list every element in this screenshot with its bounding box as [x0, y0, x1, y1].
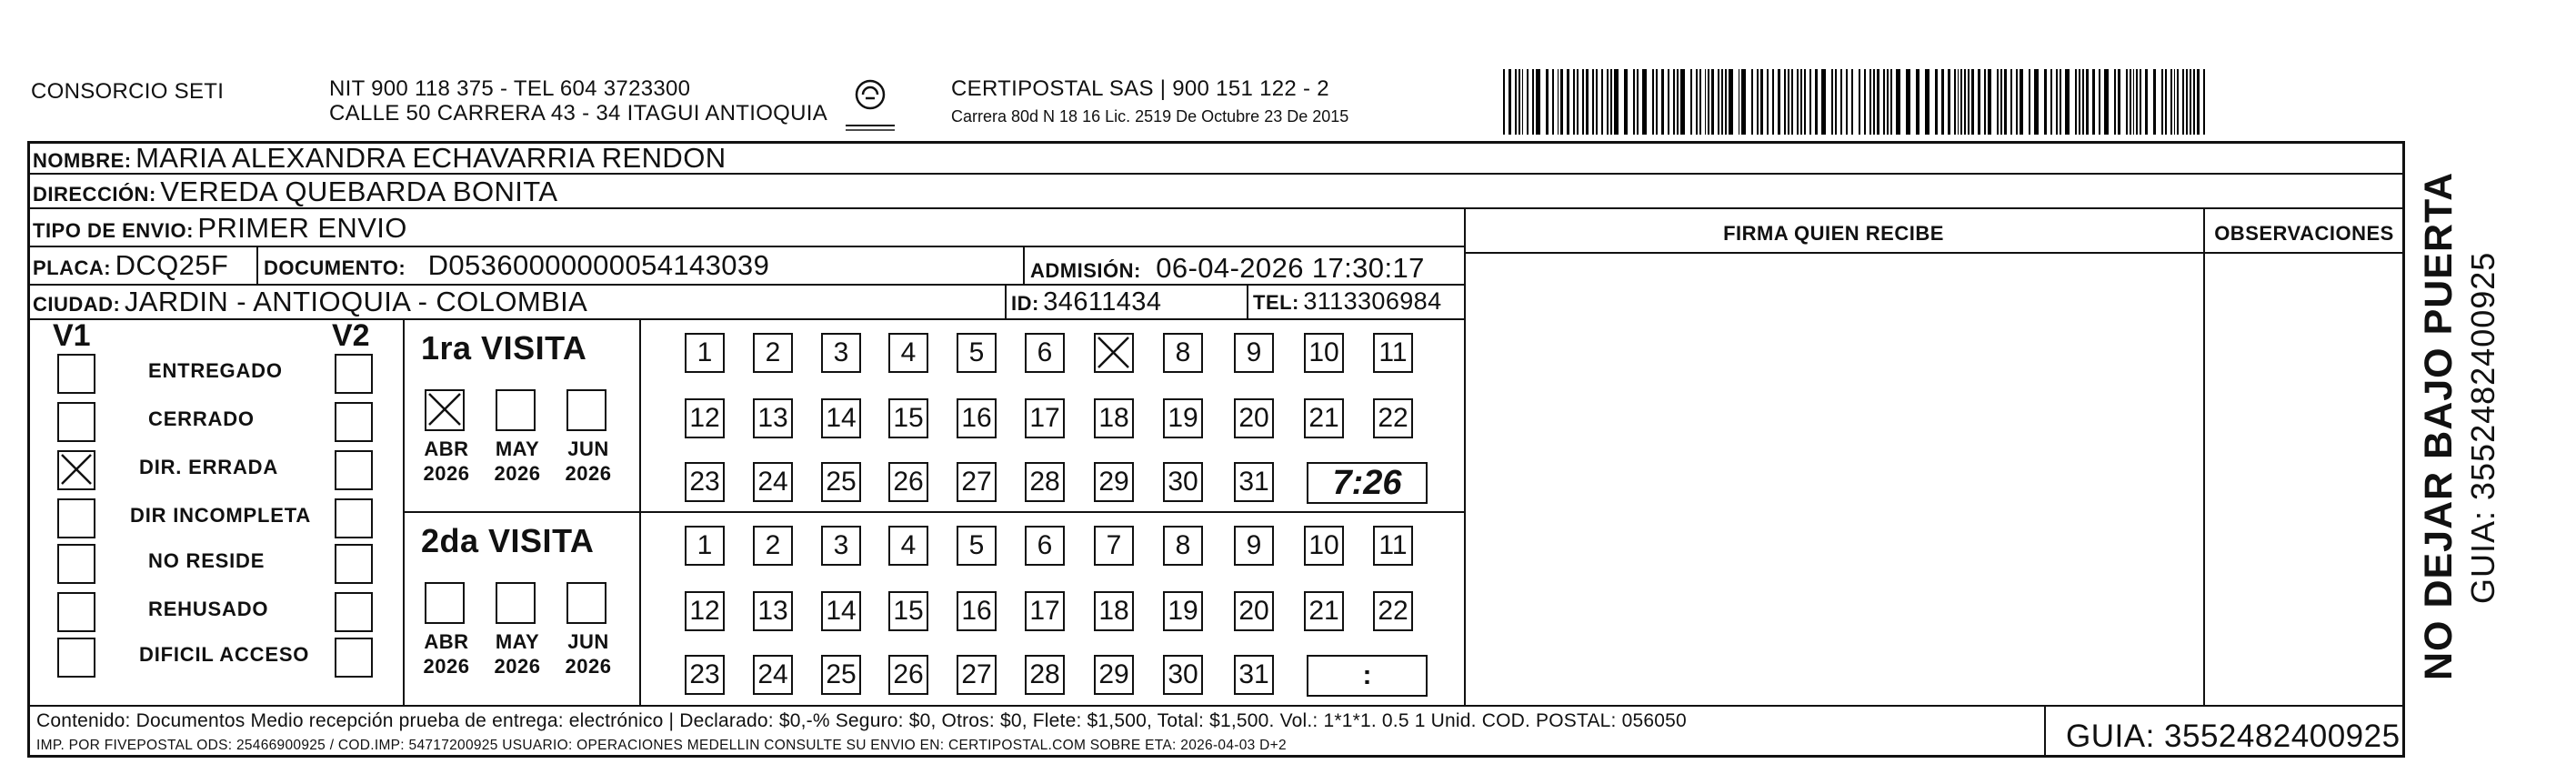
barcode-bar [1721, 69, 1723, 135]
month-label: MAY 2026 [494, 630, 541, 678]
barcode-bar [2145, 69, 2148, 135]
barcode-bar [1906, 69, 1910, 135]
barcode-bar [1916, 69, 1920, 135]
barcode-bar [2140, 69, 2141, 135]
day-box[interactable]: 9 [1234, 526, 1274, 566]
status-label: DIR INCOMPLETA [130, 504, 312, 527]
barcode-bar [1532, 69, 1534, 135]
company-name: CONSORCIO SETI [31, 79, 225, 104]
barcode-bar [1958, 69, 1960, 135]
tipo-envio-label: TIPO DE ENVIO: [33, 219, 194, 242]
day-box[interactable]: 4 [888, 526, 928, 566]
v2-checkbox[interactable] [335, 544, 373, 584]
barcode-bar [2182, 69, 2184, 135]
day-box[interactable]: 10 [1304, 526, 1344, 566]
barcode-bar [1725, 69, 1727, 135]
barcode-bar [1964, 69, 1966, 135]
observaciones-header: OBSERVACIONES [2214, 222, 2394, 245]
barcode-bar [1661, 69, 1664, 135]
day-box[interactable]: 20 [1234, 591, 1274, 631]
barcode-bar [1815, 69, 1818, 135]
barcode-bar [1831, 69, 1833, 135]
day-box[interactable]: 13 [753, 591, 793, 631]
admision-field [1030, 252, 1425, 285]
barcode-bar [1560, 69, 1563, 135]
barcode-bar [1573, 69, 1575, 135]
month-checkbox[interactable] [496, 389, 536, 431]
barcode-bar [2060, 69, 2062, 135]
day-box[interactable]: 27 [957, 655, 997, 695]
nombre-row [33, 142, 727, 175]
barcode [1503, 69, 2206, 135]
barcode-bar [1652, 69, 1654, 135]
barcode-bar [1656, 69, 1658, 135]
barcode-bar [1767, 69, 1769, 135]
day-box[interactable]: 16 [957, 591, 997, 631]
barcode-bar [1809, 69, 1812, 135]
month-checkbox[interactable] [425, 389, 465, 431]
barcode-bar [1751, 69, 1753, 135]
status-label: ENTREGADO [148, 359, 283, 382]
barcode-bar [2203, 69, 2205, 135]
day-box[interactable]: 10 [1304, 333, 1344, 373]
barcode-bar [1503, 69, 1505, 135]
ciudad-label: CIUDAD: [33, 293, 121, 316]
day-box[interactable]: 6 [1025, 333, 1065, 373]
month-checkbox[interactable] [566, 582, 606, 624]
placa-field [33, 249, 228, 282]
ciudad-field [33, 286, 587, 318]
barcode-bar [1718, 69, 1719, 135]
barcode-bar [1582, 69, 1584, 135]
day-box[interactable]: 11 [1373, 526, 1413, 566]
barcode-bar [1586, 69, 1589, 135]
status-label: CERRADO [148, 407, 255, 430]
barcode-bar [2086, 69, 2089, 135]
barcode-bar [2034, 69, 2039, 135]
documento-label: DOCUMENTO: [264, 256, 406, 279]
day-box[interactable]: 25 [821, 462, 861, 502]
barcode-bar [1804, 69, 1806, 135]
barcode-bar [2174, 69, 2176, 135]
documento-value: D05360000000054143039 [427, 249, 770, 281]
barcode-bar [1890, 69, 1893, 135]
barcode-bar [1633, 69, 1635, 135]
day-box[interactable]: 27 [957, 462, 997, 502]
barcode-bar [2186, 69, 2188, 135]
v2-checkbox[interactable] [335, 638, 373, 678]
barcode-bar [1941, 69, 1944, 135]
day-box[interactable]: 18 [1094, 398, 1134, 438]
barcode-bar [1705, 69, 1707, 135]
barcode-bar [2075, 69, 2077, 135]
barcode-bar [2092, 69, 2095, 135]
day-box[interactable]: 31 [1234, 462, 1274, 502]
certipostal-logo [838, 73, 902, 136]
day-box[interactable]: 30 [1163, 655, 1203, 695]
v1-checkbox[interactable] [57, 498, 95, 538]
day-box[interactable]: 18 [1094, 591, 1134, 631]
barcode-bar [2029, 69, 2030, 135]
day-box[interactable]: 8 [1163, 333, 1203, 373]
barcode-bar [1519, 69, 1520, 135]
barcode-bar [1558, 69, 1559, 135]
footer-print-line: IMP. POR FIVEPOSTAL ODS: 25466900925 / COD.IMP: 54717200925 USUARIO: OPERACIONES MEDELLIN CONSULTE SU ENVIO EN: CERTIPOSTAL.COM SOBRE ETA: 2026-04-03 D+2 [36, 738, 1287, 753]
barcode-bar [1596, 69, 1599, 135]
barcode-bar [1522, 69, 1524, 135]
v1-header: V1 [53, 318, 91, 353]
admision-value: 06-04-2026 17:30:17 [1156, 252, 1425, 284]
barcode-bar [1835, 69, 1837, 135]
day-box[interactable]: 5 [957, 526, 997, 566]
barcode-bar [1864, 69, 1866, 135]
barcode-bar [2126, 69, 2128, 135]
barcode-bar [2161, 69, 2163, 135]
day-box[interactable]: 8 [1163, 526, 1203, 566]
day-box[interactable]: 22 [1373, 398, 1413, 438]
barcode-bar [2082, 69, 2084, 135]
barcode-bar [1821, 69, 1826, 135]
barcode-bar [2197, 69, 2200, 135]
v1-checkbox[interactable] [57, 354, 95, 394]
barcode-bar [2065, 69, 2070, 135]
barcode-bar [1859, 69, 1860, 135]
day-box[interactable]: 14 [821, 398, 861, 438]
day-box[interactable]: 2 [753, 526, 793, 566]
tipo-envio-value: PRIMER ENVIO [197, 212, 407, 244]
day-box[interactable]: 23 [685, 655, 725, 695]
barcode-bar [1642, 69, 1647, 135]
barcode-bar [1968, 69, 1970, 135]
tel-label: TEL: [1253, 291, 1299, 314]
barcode-bar [2056, 69, 2058, 135]
barcode-bar [1791, 69, 1793, 135]
barcode-bar [1935, 69, 1938, 135]
day-box[interactable]: 5 [957, 333, 997, 373]
day-box[interactable]: 28 [1025, 462, 1065, 502]
barcode-bar [1784, 69, 1786, 135]
placa-value: DCQ25F [115, 249, 229, 281]
barcode-bar [1988, 69, 1992, 135]
barcode-bar [1509, 69, 1511, 135]
direccion-label: DIRECCIÓN: [33, 183, 156, 206]
barcode-bar [1515, 69, 1517, 135]
signature-area[interactable] [1466, 255, 2202, 704]
barcode-bar [1708, 69, 1709, 135]
barcode-bar [2136, 69, 2138, 135]
day-box[interactable]: 15 [888, 398, 928, 438]
day-box[interactable]: 17 [1025, 591, 1065, 631]
barcode-bar [2050, 69, 2052, 135]
day-box[interactable]: 12 [685, 398, 725, 438]
barcode-bar [2104, 69, 2109, 135]
v1-checkbox[interactable] [57, 544, 95, 584]
side-warning: NO DEJAR BAJO PUERTA [2417, 171, 2461, 680]
direccion-value: VEREDA QUEBARDA BONITA [160, 176, 558, 207]
day-box[interactable]: 19 [1163, 398, 1203, 438]
barcode-bar [1887, 69, 1889, 135]
status-label: DIR. ERRADA [139, 456, 279, 478]
day-box[interactable]: 12 [685, 591, 725, 631]
v2-checkbox[interactable] [335, 450, 373, 490]
nombre-label: NOMBRE: [33, 149, 132, 172]
v2-checkbox[interactable] [335, 402, 373, 442]
day-box[interactable]: 21 [1304, 591, 1344, 631]
barcode-bar [2079, 69, 2080, 135]
barcode-bar [1873, 69, 1875, 135]
v1-checkbox[interactable] [57, 592, 95, 632]
barcode-bar [1677, 69, 1679, 135]
barcode-bar [1552, 69, 1554, 135]
day-box[interactable]: 30 [1163, 462, 1203, 502]
day-box[interactable]: 25 [821, 655, 861, 695]
barcode-bar [1729, 69, 1733, 135]
day-box[interactable]: 19 [1163, 591, 1203, 631]
ciudad-value: JARDIN - ANTIOQUIA - COLOMBIA [124, 286, 588, 317]
footer-content-line: Contenido: Documentos Medio recepción prueba de entrega: electrónico | Declarado: $0,-% Seguro: $0, Otros: $0, Flete: $1,500, Total: $1,500. Vol.: 1*1*1. 0.5 1 Unid. COD. POSTAL: 056050 [36, 710, 1687, 731]
v2-checkbox[interactable] [335, 498, 373, 538]
status-label: NO RESIDE [148, 549, 266, 572]
placa-label: PLACA: [33, 256, 112, 279]
company-nit: NIT 900 118 375 - TEL 604 3723300 [329, 76, 691, 101]
day-box[interactable] [1094, 333, 1134, 373]
side-guia: GUIA: 3552482400925 [2464, 251, 2501, 604]
barcode-bar [2118, 69, 2120, 135]
barcode-bar [2004, 69, 2007, 135]
barcode-bar [2177, 69, 2179, 135]
footer-guia-number: GUIA: 3552482400925 [2066, 719, 2401, 754]
barcode-bar [2020, 69, 2024, 135]
barcode-bar [1546, 69, 1549, 135]
barcode-bar [1680, 69, 1685, 135]
barcode-bar [2016, 69, 2018, 135]
day-box[interactable]: 22 [1373, 591, 1413, 631]
month-label: ABR 2026 [423, 630, 470, 678]
day-box[interactable]: 3 [821, 333, 861, 373]
barcode-bar [1954, 69, 1956, 135]
month-label: ABR 2026 [423, 437, 470, 485]
day-box[interactable]: 1 [685, 526, 725, 566]
day-box[interactable]: 26 [888, 462, 928, 502]
day-box[interactable]: 23 [685, 462, 725, 502]
barcode-bar [1711, 69, 1714, 135]
day-box[interactable]: 9 [1234, 333, 1274, 373]
time-box[interactable]: : [1307, 655, 1428, 697]
v1-checkbox[interactable] [57, 450, 95, 490]
barcode-bar [1788, 69, 1789, 135]
barcode-bar [1984, 69, 1986, 135]
tel-field [1253, 287, 1442, 316]
barcode-bar [1760, 69, 1763, 135]
barcode-bar [2010, 69, 2012, 135]
day-box[interactable]: 16 [957, 398, 997, 438]
carrier-name: CERTIPOSTAL SAS | 900 151 122 - 2 [951, 76, 1329, 101]
barcode-bar [2133, 69, 2135, 135]
month-checkbox[interactable] [425, 582, 465, 624]
barcode-bar [1741, 69, 1746, 135]
barcode-bar [1772, 69, 1775, 135]
carrier-license: Carrera 80d N 18 16 Lic. 2519 De Octubre 23 De 2015 [951, 107, 1349, 126]
barcode-bar [1699, 69, 1701, 135]
id-field [1011, 287, 1161, 317]
barcode-bar [1601, 69, 1603, 135]
day-box[interactable]: 3 [821, 526, 861, 566]
day-box[interactable]: 28 [1025, 655, 1065, 695]
admision-label: ADMISIÓN: [1030, 259, 1141, 282]
barcode-bar [1637, 69, 1639, 135]
v1-checkbox[interactable] [57, 638, 95, 678]
month-label: JUN 2026 [565, 437, 612, 485]
day-box[interactable]: 1 [685, 333, 725, 373]
v2-header: V2 [332, 318, 370, 353]
barcode-bar [2165, 69, 2167, 135]
barcode-bar [1877, 69, 1879, 135]
barcode-bar [1610, 69, 1612, 135]
month-label: MAY 2026 [494, 437, 541, 485]
barcode-bar [1869, 69, 1871, 135]
barcode-bar [1948, 69, 1950, 135]
day-box[interactable]: 15 [888, 591, 928, 631]
barcode-bar [1797, 69, 1799, 135]
barcode-bar [2153, 69, 2156, 135]
day-box[interactable]: 24 [753, 462, 793, 502]
time-box[interactable]: 7:26 [1307, 462, 1428, 504]
month-label: JUN 2026 [565, 630, 612, 678]
day-box[interactable]: 21 [1304, 398, 1344, 438]
day-box[interactable]: 4 [888, 333, 928, 373]
barcode-bar [1800, 69, 1802, 135]
v2-checkbox[interactable] [335, 592, 373, 632]
month-checkbox[interactable] [496, 582, 536, 624]
barcode-bar [2170, 69, 2172, 135]
day-box[interactable]: 14 [821, 591, 861, 631]
visit-title: 1ra VISITA [421, 329, 587, 367]
day-box[interactable]: 20 [1234, 398, 1274, 438]
day-box[interactable]: 29 [1094, 655, 1134, 695]
day-box[interactable]: 6 [1025, 526, 1065, 566]
barcode-bar [1925, 69, 1929, 135]
firma-header: FIRMA QUIEN RECIBE [1723, 222, 1944, 245]
barcode-bar [1739, 69, 1740, 135]
v1-checkbox[interactable] [57, 402, 95, 442]
barcode-bar [1607, 69, 1609, 135]
barcode-bar [2000, 69, 2002, 135]
barcode-bar [2114, 69, 2116, 135]
barcode-bar [1840, 69, 1842, 135]
barcode-bar [1614, 69, 1619, 135]
barcode-bar [1978, 69, 1980, 135]
barcode-bar [1851, 69, 1854, 135]
day-box[interactable]: 2 [753, 333, 793, 373]
barcode-bar [1757, 69, 1759, 135]
day-box[interactable]: 13 [753, 398, 793, 438]
status-label: DIFICIL ACCESO [139, 643, 310, 666]
barcode-bar [1696, 69, 1698, 135]
company-address: CALLE 50 CARRERA 43 - 34 ITAGUI ANTIOQUIA [329, 101, 828, 126]
barcode-bar [2099, 69, 2101, 135]
barcode-bar [1971, 69, 1974, 135]
barcode-bar [2193, 69, 2195, 135]
nombre-value: MARIA ALEXANDRA ECHAVARRIA RENDON [135, 142, 727, 174]
day-box[interactable]: 17 [1025, 398, 1065, 438]
barcode-bar [1846, 69, 1848, 135]
tipo-envio-row [33, 212, 407, 245]
barcode-bar [1673, 69, 1675, 135]
direccion-row [33, 176, 557, 208]
barcode-bar [2190, 69, 2191, 135]
day-box[interactable]: 11 [1373, 333, 1413, 373]
day-box[interactable]: 24 [753, 655, 793, 695]
barcode-bar [1527, 69, 1529, 135]
barcode-bar [1896, 69, 1900, 135]
v2-checkbox[interactable] [335, 354, 373, 394]
day-box[interactable]: 31 [1234, 655, 1274, 695]
barcode-bar [1577, 69, 1579, 135]
day-box[interactable]: 26 [888, 655, 928, 695]
visit-title: 2da VISITA [421, 522, 595, 559]
observations-area[interactable] [2205, 255, 2403, 704]
id-label: ID: [1011, 292, 1039, 315]
status-label: REHUSADO [148, 598, 269, 620]
day-box[interactable]: 7 [1094, 526, 1134, 566]
barcode-bar [1592, 69, 1594, 135]
barcode-bar [1567, 69, 1569, 135]
day-box[interactable]: 29 [1094, 462, 1134, 502]
id-value: 34611434 [1043, 287, 1162, 317]
documento-field [264, 249, 769, 282]
barcode-bar [1624, 69, 1629, 135]
tel-value: 3113306984 [1303, 287, 1442, 315]
barcode-bar [1668, 69, 1670, 135]
barcode-bar [1536, 69, 1540, 135]
barcode-bar [2130, 69, 2131, 135]
barcode-bar [1883, 69, 1885, 135]
barcode-bar [1997, 69, 1999, 135]
barcode-bar [2044, 69, 2047, 135]
barcode-bar [1690, 69, 1692, 135]
barcode-bar [1960, 69, 1962, 135]
barcode-bar [1778, 69, 1780, 135]
month-checkbox[interactable] [566, 389, 606, 431]
